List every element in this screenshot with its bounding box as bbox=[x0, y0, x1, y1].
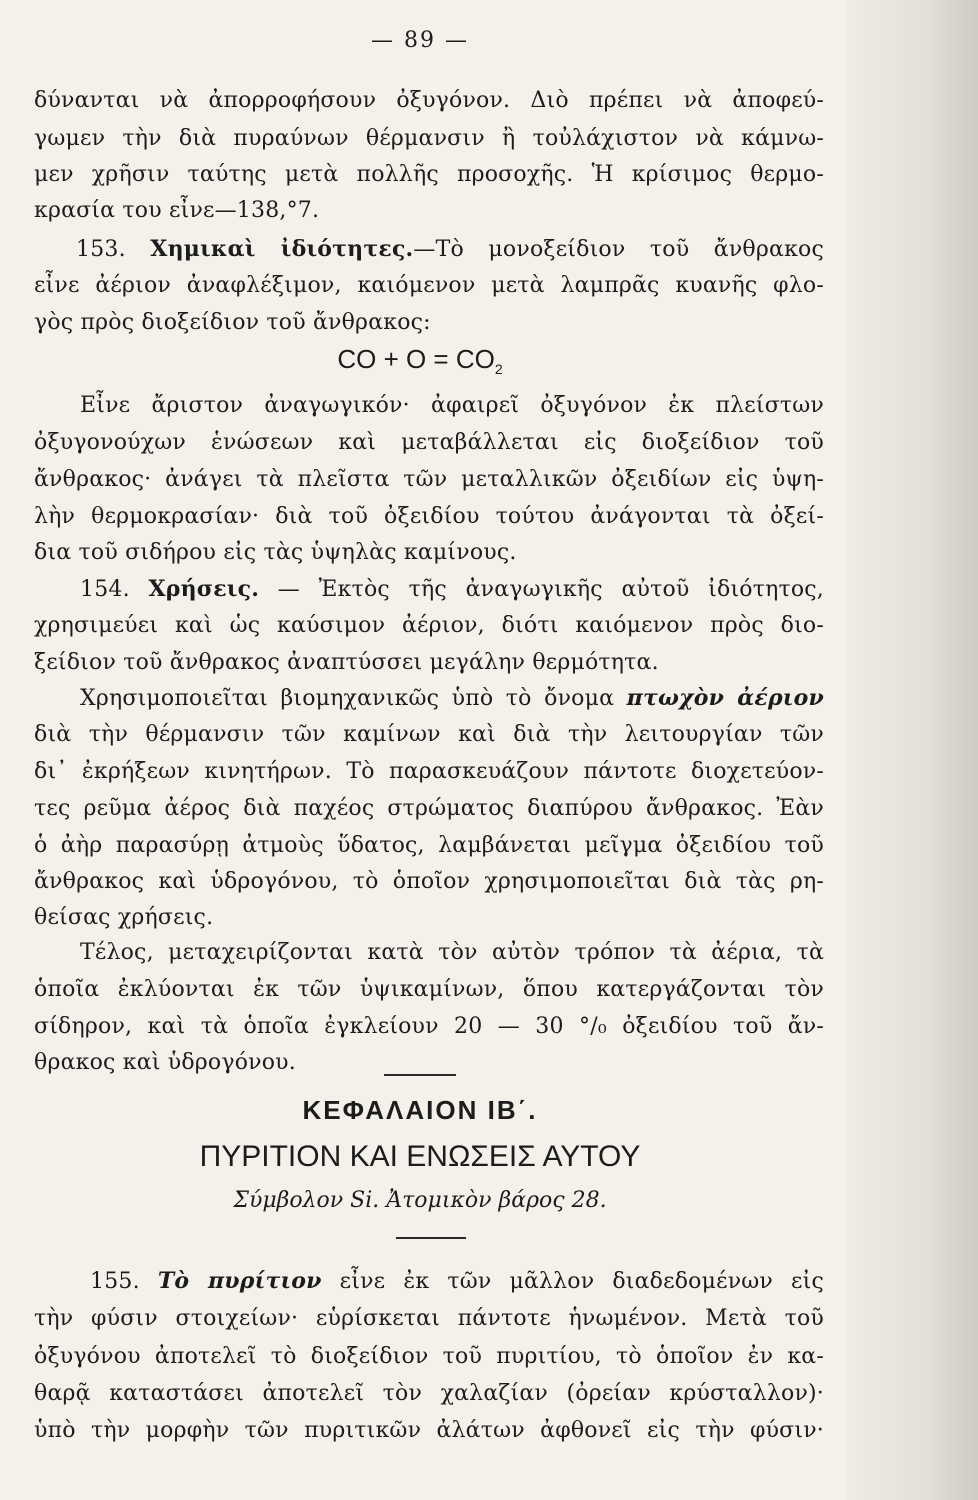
text-line: ξείδιον τοῦ ἄνθρακος ἀναπτύσσει μεγάλην θερμότητα. bbox=[34, 650, 659, 675]
page-number: — 89 — bbox=[371, 28, 469, 53]
text-line: γὸς πρὸς διοξείδιον τοῦ ἄνθρακος: bbox=[34, 310, 431, 335]
text-line: θαρᾷ καταστάσει ἀποτελεῖ τὸν χαλαζίαν (ὀρείαν κρύσταλλον)· bbox=[34, 1381, 824, 1406]
text-line: δύνανται νὰ ἀπορροφήσουν ὀξυγόνον. Διὸ πρέπει νὰ ἀποφεύ- bbox=[34, 88, 824, 113]
text-line: τες ρεῦμα ἀέρος διὰ παχέος στρώματος διαπύρου ἄνθρακος. Ἐὰν bbox=[34, 796, 824, 821]
section-text: εἶνε ἐκ τῶν μᾶλλον διαδεδομένων εἰς bbox=[321, 1269, 824, 1294]
text-line: κρασία του εἶνε—138,°7. bbox=[34, 198, 320, 223]
text-line: ἄνθρακος· ἀνάγει τὰ πλεῖστα τῶν μεταλλικῶν ὀξειδίων εἰς ὑψη- bbox=[34, 467, 824, 492]
section-text: — Ἐκτὸς τῆς ἀναγωγικῆς αὐτοῦ ἰδιότητος, bbox=[259, 577, 824, 602]
text-line: σίδηρον, καὶ τὰ ὁποῖα ἐγκλείουν 20 — 30 °/₀ ὀξειδίου τοῦ ἄν- bbox=[34, 1014, 824, 1039]
section-heading: Χημικαὶ ἰδιότητες. bbox=[150, 236, 414, 262]
chapter-title: ΠΥΡΙΤΙΟΝ ΚΑΙ ΕΝΩΣΕΙΣ ΑΥΤΟΥ bbox=[199, 1140, 641, 1173]
chapter-subtitle: Σύμβολον Si. Ἀτομικὸν βάρος 28. bbox=[233, 1188, 607, 1213]
equation-subscript: 2 bbox=[494, 361, 503, 378]
section-text: —Τὸ μονοξείδιον τοῦ ἄνθρακος bbox=[413, 237, 824, 262]
text-line: δια τοῦ σιδήρου εἰς τὰς ὑψηλὰς καμίνους. bbox=[34, 540, 517, 565]
divider-rule bbox=[384, 1074, 456, 1076]
text-line: λὴν θερμοκρασίαν· διὰ τοῦ ὀξειδίου τούτου ἀνάγονται τὰ ὀξεί- bbox=[34, 504, 824, 529]
text-line: γωμεν τὴν διὰ πυραύνων θέρμανσιν ἢ τοὐλάχιστον νὰ κάμνω- bbox=[34, 126, 824, 151]
text-line: ὀξυγόνου ἀποτελεῖ τὸ διοξείδιον τοῦ πυριτίου, τὸ ὁποῖον ἐν κα- bbox=[34, 1344, 824, 1369]
text-line: ἄνθρακος καὶ ὑδρογόνου, τὸ ὁποῖον χρησιμοποιεῖται διὰ τὰς ρη- bbox=[34, 869, 824, 894]
text-line: τὴν φύσιν στοιχείων· εὑρίσκεται πάντοτε ἡνωμένον. Μετὰ τοῦ bbox=[34, 1306, 824, 1331]
section-153-first-line bbox=[76, 236, 824, 262]
text-line: ὀξυγονούχων ἑνώσεων καὶ μεταβάλλεται εἰς διοξείδιον τοῦ bbox=[34, 430, 824, 455]
text-line: μεν χρῆσιν ταύτης μετὰ πολλῆς προσοχῆς. Ἡ κρίσιμος θερμο- bbox=[34, 162, 824, 187]
divider-rule bbox=[396, 1237, 466, 1239]
text-line: θείσας χρήσεις. bbox=[34, 905, 214, 930]
text-line: Εἶνε ἄριστον ἀναγωγικόν· ἀφαιρεῖ ὀξυγόνον ἐκ πλείστων bbox=[80, 393, 824, 418]
text-line: ὑπὸ τὴν μορφὴν τῶν πυριτικῶν ἀλάτων ἀφθονεῖ εἰς τὴν φύσιν· bbox=[34, 1418, 824, 1443]
text-line: θρακος καὶ ὑδρογόνου. bbox=[34, 1050, 296, 1075]
section-heading: Τὸ πυρίτιον bbox=[157, 1268, 322, 1294]
page-edge-shadow bbox=[846, 0, 978, 1500]
section-number: 154. bbox=[80, 577, 130, 602]
chemical-equation bbox=[0, 344, 840, 377]
equation-text: CO + O = CO bbox=[337, 344, 495, 374]
technical-term: πτωχὸν ἀέριον bbox=[626, 685, 824, 711]
para3-first-line bbox=[80, 685, 824, 711]
text-line: χρησιμεύει καὶ ὡς καύσιμον ἀέριον, διότι καιόμενον πρὸς διο- bbox=[34, 613, 824, 638]
text-line: ὁποῖα ἐκλύονται ἐκ τῶν ὑψικαμίνων, ὅπου κατεργάζονται τὸν bbox=[34, 977, 824, 1002]
text-line: εἶνε ἀέριον ἀναφλέξιμον, καιόμενον μετὰ λαμπρᾶς κυανῆς φλο- bbox=[34, 273, 824, 298]
text-line: Τέλος, μεταχειρίζονται κατὰ τὸν αὐτὸν τρόπον τὰ ἀέρια, τὰ bbox=[80, 940, 824, 965]
chapter-number: ΚΕΦΑΛΑΙΟΝ ΙΒ΄. bbox=[302, 1095, 538, 1125]
section-number: 155. bbox=[90, 1269, 140, 1294]
section-154-first-line bbox=[80, 576, 824, 602]
text-line: ὁ ἀὴρ παρασύρῃ ἀτμοὺς ὕδατος, λαμβάνεται μεῖγμα ὀξειδίου τοῦ bbox=[34, 833, 824, 858]
section-heading: Χρήσεις. bbox=[148, 576, 260, 602]
section-155-first-line bbox=[90, 1268, 824, 1294]
text-line: δι᾿ ἐκρήξεων κινητήρων. Τὸ παρασκευάζουν πάντοτε διοχετεύον- bbox=[34, 759, 824, 784]
text-line: διὰ τὴν θέρμανσιν τῶν καμίνων καὶ διὰ τὴν λειτουργίαν τῶν bbox=[34, 722, 824, 747]
section-number: 153. bbox=[76, 237, 126, 262]
text-span: Χρησιμοποιεῖται βιομηχανικῶς ὑπὸ τὸ ὄνομα bbox=[80, 686, 627, 711]
